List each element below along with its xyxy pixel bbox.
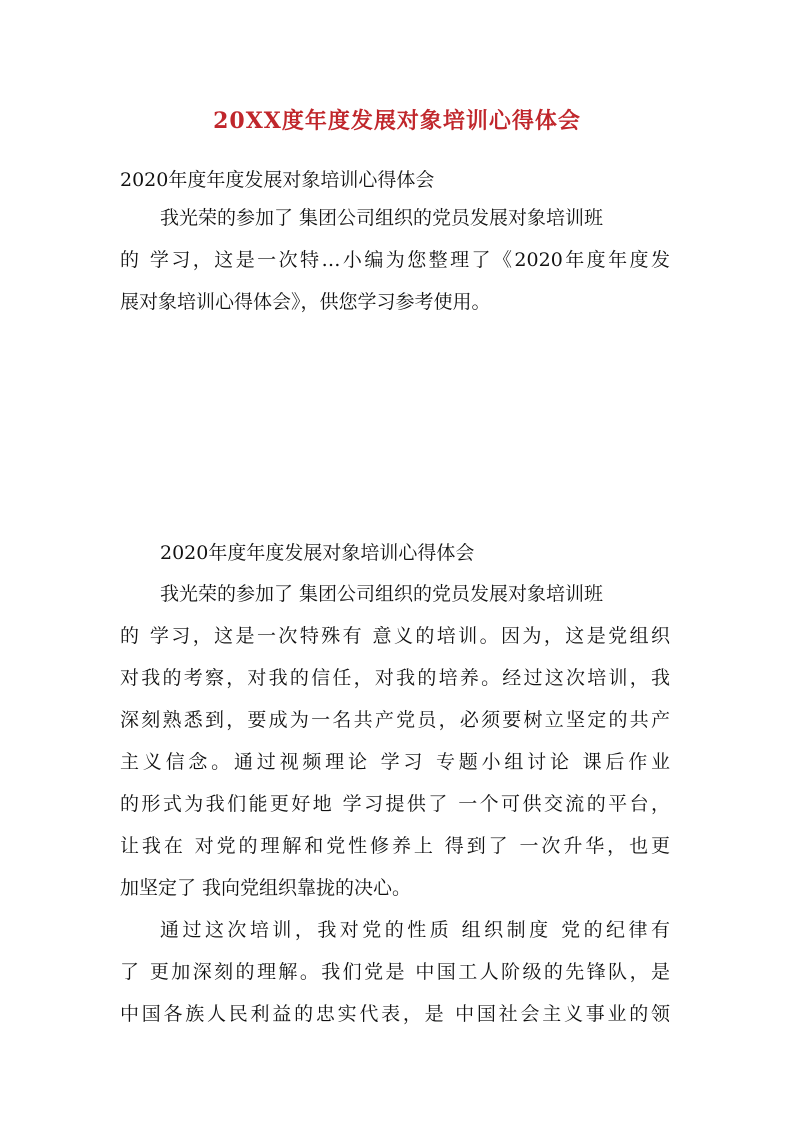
- document-title: 20XX度年度发展对象培训心得体会: [213, 108, 581, 134]
- paragraph-line: 我光荣的参加了 集团公司组织的党员发展对象培训班: [160, 583, 604, 605]
- body-heading: 2020年度年度发展对象培训心得体会: [160, 542, 475, 564]
- paragraph-line: 的 学习，这是一次特殊有 意义的培训。因为，这是党组织: [120, 625, 670, 647]
- paragraph-line: 让我在 对党的理解和党性修养上 得到了 一次升华，也更: [120, 835, 670, 857]
- paragraph-line: 主义信念。通过视频理论 学习 专题小组讨论 课后作业: [120, 751, 670, 773]
- paragraph-line: 的形式为我们能更好地 学习提供了 一个可供交流的平台，: [120, 793, 670, 815]
- intro-line: 展对象培训心得体会》，供您学习参考使用。: [120, 291, 491, 313]
- intro-line: 的 学习，这是一次特…小编为您整理了《2020年度年度发: [120, 249, 670, 271]
- intro-heading: 2020年度年度发展对象培训心得体会: [120, 169, 435, 191]
- paragraph-line: 了 更加深刻的理解。我们党是 中国工人阶级的先锋队，是: [120, 961, 670, 983]
- paragraph-line: 加坚定了 我向党组织靠拢的决心。: [120, 877, 412, 899]
- intro-line: 我光荣的参加了 集团公司组织的党员发展对象培训班: [160, 207, 604, 229]
- paragraph-line: 对我的考察，对我的信任，对我的培养。经过这次培训，我: [120, 667, 670, 689]
- paragraph-line: 深刻熟悉到，要成为一名共产党员，必须要树立坚定的共产: [120, 709, 670, 731]
- paragraph-line: 通过这次培训，我对党的性质 组织制度 党的纪律有: [160, 919, 670, 941]
- paragraph-line: 中国各族人民利益的忠实代表，是 中国社会主义事业的领: [120, 1003, 670, 1025]
